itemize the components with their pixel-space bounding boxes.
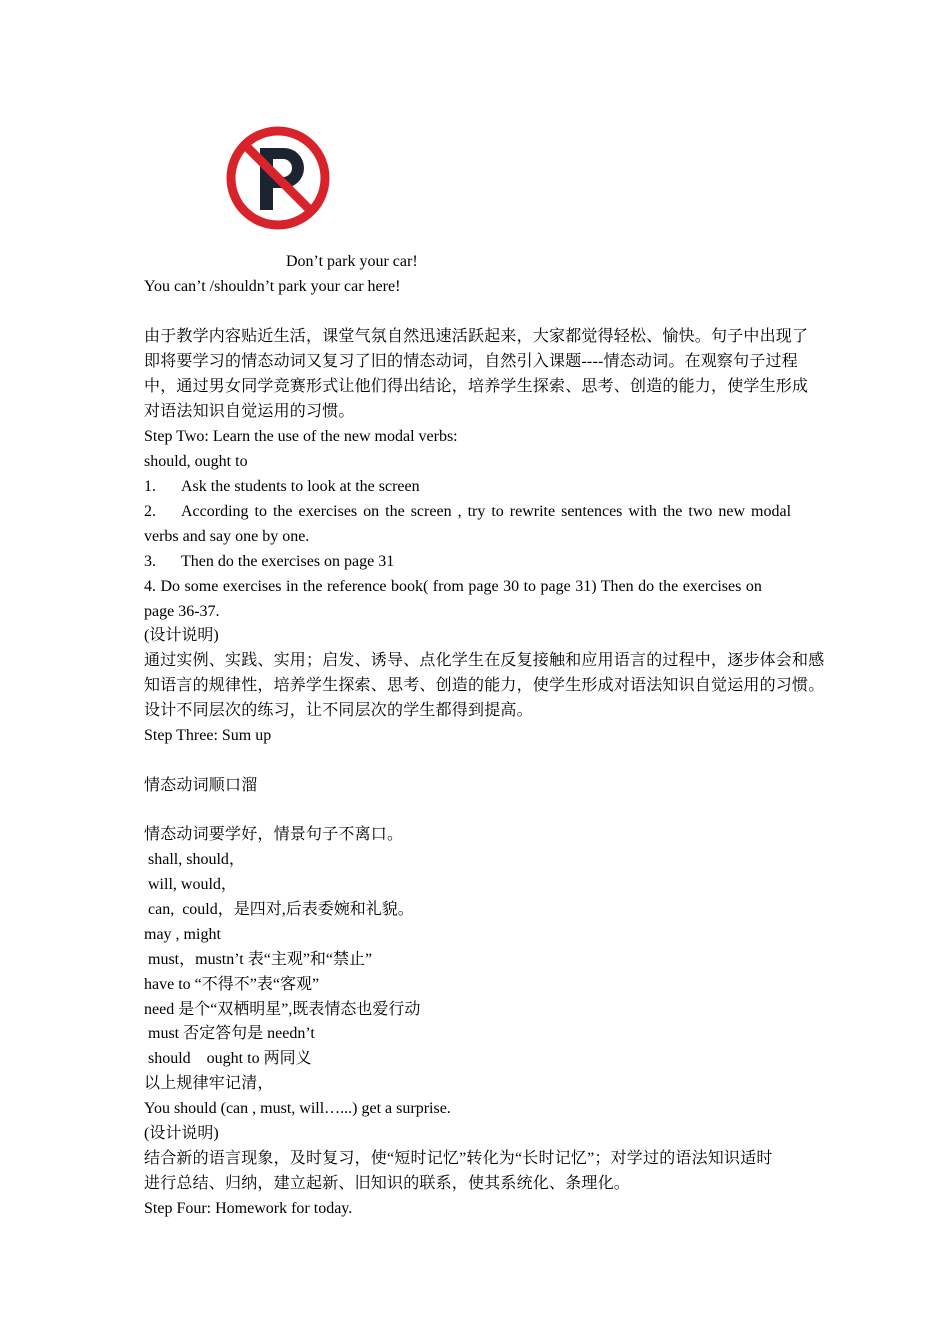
item-text: Then do the exercises on page 31	[181, 553, 395, 570]
text-line: 设计不同层次的练习，让不同层次的学生都得到提高。	[144, 702, 533, 719]
rhyme-line: need 是个“双栖明星”,既表情态也爱行动	[144, 1001, 421, 1018]
rhyme-line: must，mustn’t 表“主观”和“禁止”	[144, 951, 373, 968]
text-line: page 36-37.	[144, 603, 220, 620]
text-line: 结合新的语言现象，及时复习，使“短时记忆”转化为“长时记忆”；对学过的语法知识适时	[144, 1150, 773, 1167]
item-number: 3.	[144, 553, 156, 570]
rhyme-line: 情态动词要学好，情景句子不离口。	[144, 826, 404, 843]
text-line: 进行总结、归纳，建立起新、旧知识的联系，使其系统化、条理化。	[144, 1175, 631, 1192]
rhyme-line: will, would，	[144, 876, 237, 893]
text-line: 即将要学习的情态动词又复习了旧的情态动词，自然引入课题----情态动词。在观察句子过程	[144, 353, 798, 370]
section-label: (设计说明)	[144, 627, 219, 644]
step-heading: Step Four: Homework for today.	[144, 1200, 353, 1217]
text-line: 通过实例、实践、实用；启发、诱导、点化学生在反复接触和应用语言的过程中，逐步体会和感	[144, 652, 825, 669]
text-line: 4. Do some exercises in the reference book( from page 30 to page 31) Then do the exercises on	[144, 578, 762, 595]
text-line: verbs and say one by one.	[144, 528, 310, 545]
rhyme-line: should ought to 两同义	[144, 1050, 312, 1067]
text-line: You can’t /shouldn’t park your car here!	[144, 278, 401, 295]
text-line: 对语法知识自觉运用的习惯。	[144, 403, 355, 420]
rhyme-title: 情态动词顺口溜	[144, 777, 258, 794]
text-line: 知语言的规律性，培养学生探索、思考、创造的能力，使学生形成对语法知识自觉运用的习惯。	[144, 677, 825, 694]
rhyme-line: shall, should，	[144, 851, 245, 868]
numbered-item	[144, 499, 791, 524]
no-parking-sign-icon	[224, 124, 332, 232]
text-line: should, ought to	[144, 453, 248, 470]
rhyme-line: 以上规律牢记清，	[144, 1075, 274, 1092]
rhyme-line: have to “不得不”表“客观”	[144, 976, 320, 993]
step-heading: Step Three: Sum up	[144, 727, 272, 744]
item-text: Ask the students to look at the screen	[181, 478, 420, 495]
rhyme-line: can, could，是四对,后表委婉和礼貌。	[144, 901, 414, 918]
numbered-item	[144, 549, 394, 574]
rhyme-line: must 否定答句是 needn’t	[144, 1025, 315, 1042]
numbered-item	[144, 474, 420, 499]
section-label: (设计说明)	[144, 1125, 219, 1142]
rhyme-line: may , might	[144, 926, 221, 943]
sign-caption: Don’t park your car!	[286, 253, 418, 270]
text-line: 由于教学内容贴近生活，课堂气氛自然迅速活跃起来，大家都觉得轻松、愉快。句子中出现了	[144, 328, 809, 345]
rhyme-line: You should (can , must, will…...) get a surprise.	[144, 1100, 451, 1117]
item-text: According to the exercises on the screen , try to rewrite sentences with the two new modal	[181, 503, 792, 520]
item-number: 2.	[144, 503, 156, 520]
text-line: 中，通过男女同学竞赛形式让他们得出结论，培养学生探索、思考、创造的能力，使学生形成	[144, 378, 809, 395]
step-heading: Step Two: Learn the use of the new modal verbs:	[144, 428, 458, 445]
item-number: 1.	[144, 478, 156, 495]
